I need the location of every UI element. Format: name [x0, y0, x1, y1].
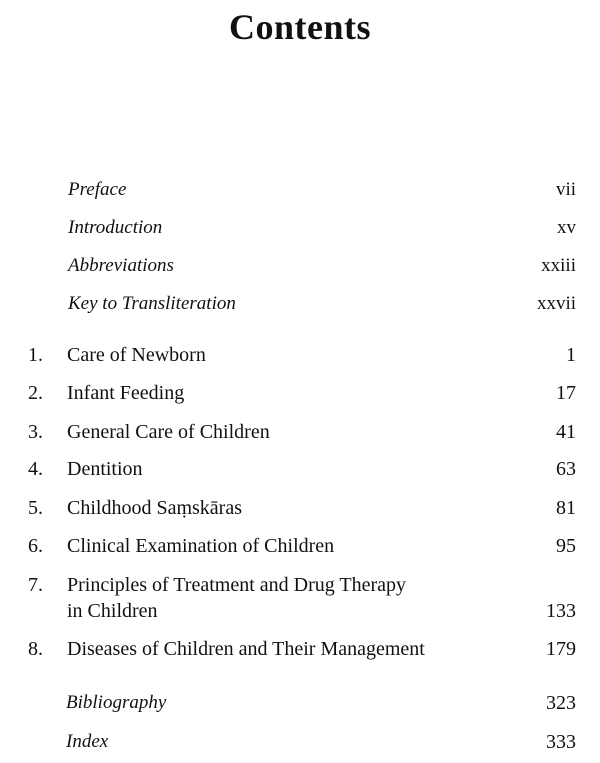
- toc-entry-page: vii: [555, 179, 576, 200]
- chapter-number: 7.: [28, 574, 43, 596]
- chapter-page: 1: [566, 344, 576, 366]
- page-title: Contents: [228, 7, 371, 47]
- chapter-number: 1.: [28, 344, 43, 366]
- chapter-title: Diseases of Children and Their Management: [67, 638, 425, 660]
- chapter-number: 3.: [28, 421, 43, 443]
- chapter-title: Clinical Examination of Children: [67, 535, 335, 557]
- toc-entry-page: 333: [546, 731, 576, 753]
- chapter-page: 63: [556, 458, 576, 480]
- toc-entry-page: 323: [546, 692, 576, 714]
- chapter-page: 179: [546, 638, 576, 660]
- chapter-number: 6.: [28, 535, 43, 557]
- toc-entry-title: Index: [66, 731, 109, 752]
- chapter-title: Childhood Saṃskāras: [67, 497, 242, 519]
- chapter-title: General Care of Children: [67, 421, 270, 443]
- chapter-number: 4.: [28, 458, 43, 480]
- chapter-page: 133: [546, 600, 576, 622]
- chapter-title: Care of Newborn: [67, 344, 206, 366]
- toc-entry-page: xv: [557, 217, 576, 238]
- toc-entry-title: Bibliography: [66, 692, 167, 713]
- chapter-number: 2.: [28, 382, 43, 404]
- toc-entry-title: Abbreviations: [68, 255, 174, 276]
- chapter-page: 17: [556, 382, 576, 404]
- chapter-number: 8.: [28, 638, 43, 660]
- chapter-title: Dentition: [67, 458, 143, 480]
- chapter-page: 95: [556, 535, 576, 557]
- chapter-title-line-1: Principles of Treatment and Drug Therapy: [67, 574, 407, 596]
- chapter-number: 5.: [28, 497, 43, 519]
- chapter-title: [67, 572, 507, 624]
- chapter-page: 41: [556, 421, 576, 443]
- toc-entry-title: Preface: [68, 179, 127, 200]
- toc-entry-title: Introduction: [68, 217, 163, 238]
- chapter-title: Infant Feeding: [67, 382, 185, 404]
- toc-entry-page: xxiii: [541, 255, 576, 276]
- chapter-page: 81: [556, 497, 576, 519]
- toc-entry-title: Key to Transliteration: [68, 293, 236, 314]
- chapter-title-line-2: in Children: [67, 600, 158, 622]
- toc-entry-page: xxvii: [536, 293, 576, 314]
